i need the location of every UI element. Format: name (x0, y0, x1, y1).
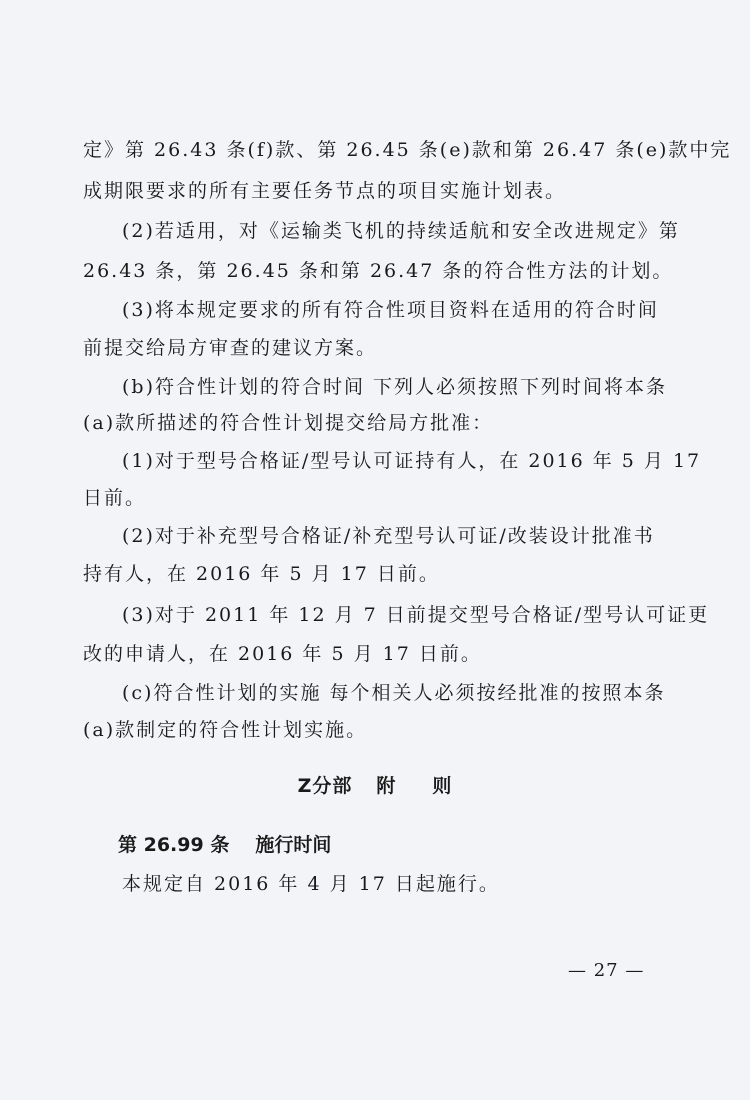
body-line: 成期限要求的所有主要任务节点的项目实施计划表。 (83, 180, 567, 202)
body-line: (a)款制定的符合性计划实施。 (83, 719, 368, 741)
body-line: 26.43 条，第 26.45 条和第 26.47 条的符合性方法的计划。 (83, 260, 674, 282)
body-line: 改的申请人，在 2016 年 5 月 17 日前。 (83, 643, 482, 665)
body-line: (c)符合性计划的实施 每个相关人必须按经批准的按照本条 (122, 682, 666, 704)
body-line: (2)对于补充型号合格证/补充型号认可证/改装设计批准书 (122, 525, 655, 547)
section-part: Z分部 (297, 775, 353, 797)
page-number: — 27 — (568, 960, 645, 981)
article-heading (118, 836, 331, 855)
body-line: (3)将本规定要求的所有符合性项目资料在适用的符合时间 (122, 299, 659, 321)
body-line: (b)符合性计划的符合时间 下列人必须按照下列时间将本条 (122, 376, 668, 398)
body-line: 持有人，在 2016 年 5 月 17 日前。 (83, 563, 440, 585)
article-title: 施行时间 (255, 834, 332, 856)
body-line: (3)对于 2011 年 12 月 7 日前提交型号合格证/型号认可证更 (122, 604, 710, 626)
body-line: 日前。 (83, 487, 147, 509)
body-line: 前提交给局方审查的建议方案。 (83, 337, 378, 359)
body-line: (2)若适用，对《运输类飞机的持续适航和安全改进规定》第 (122, 220, 680, 242)
effective-date-text: 本规定自 2016 年 4 月 17 日起施行。 (122, 873, 500, 895)
body-line: (a)款所描述的符合性计划提交给局方批准： (83, 412, 494, 434)
body-line: (1)对于型号合格证/型号认可证持有人，在 2016 年 5 月 17 (122, 450, 702, 472)
article-number: 第 26.99 条 (118, 834, 230, 856)
body-line: 定》第 26.43 条(f)款、第 26.45 条(e)款和第 26.47 条(e)款中完 (83, 139, 732, 161)
section-heading (0, 777, 750, 796)
section-word-1: 附 (376, 775, 397, 797)
section-word-2: 则 (432, 775, 453, 797)
